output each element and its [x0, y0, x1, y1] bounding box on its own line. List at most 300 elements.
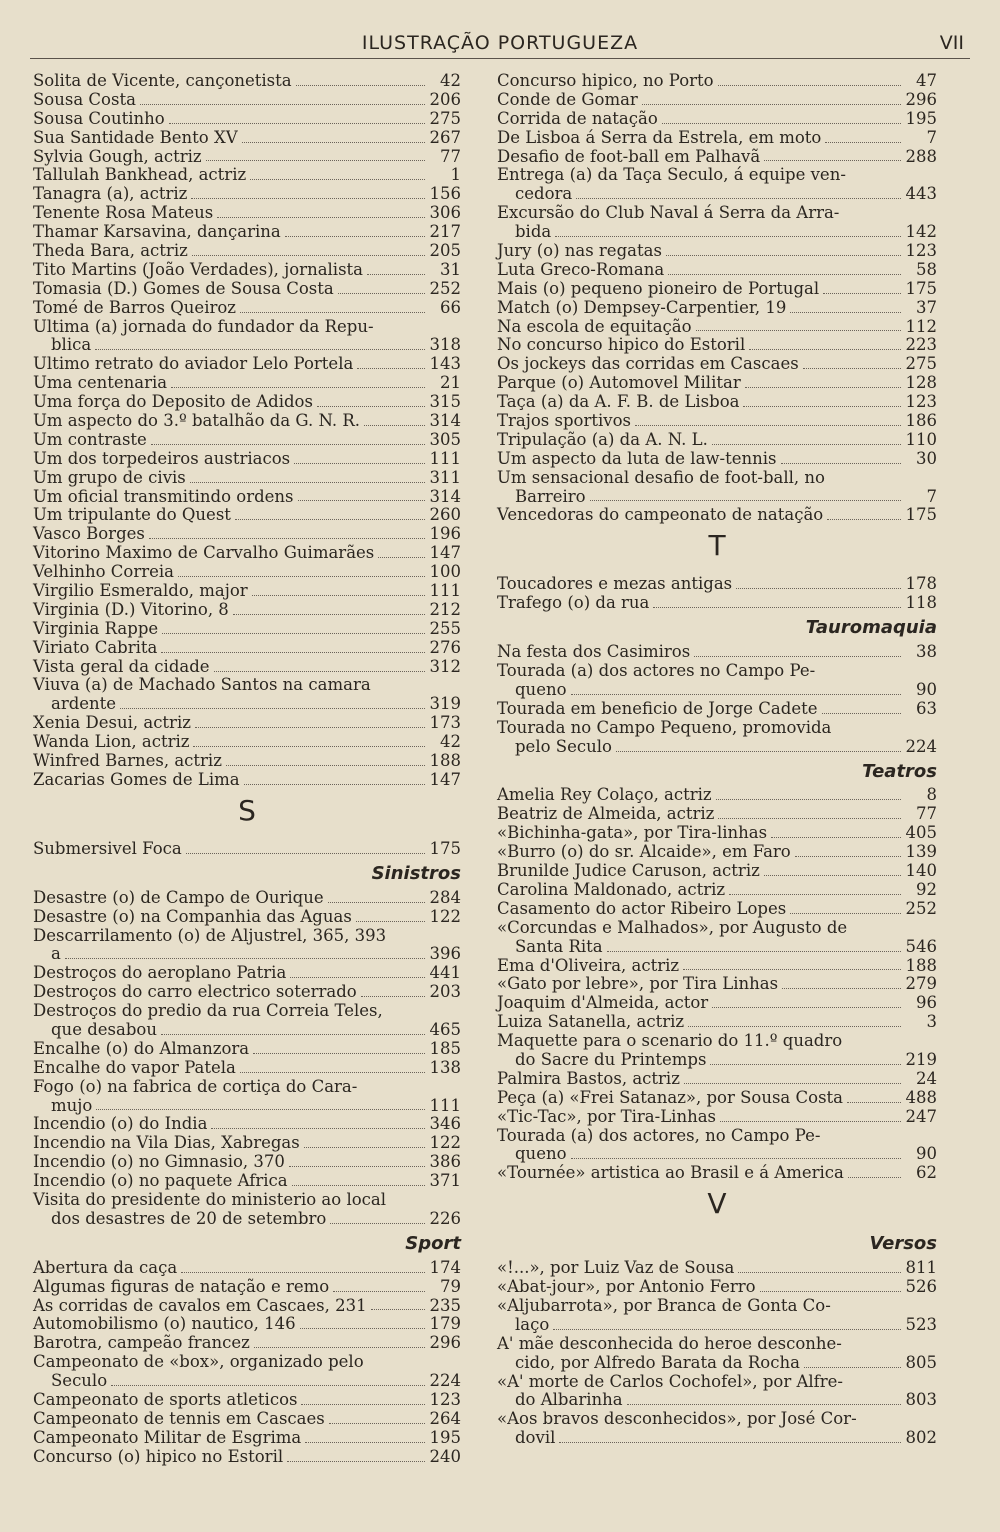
dot-leader: [317, 406, 425, 407]
index-entry: [33, 223, 461, 242]
index-entry: [497, 412, 937, 431]
index-entry: [497, 185, 937, 204]
entry-text: Thamar Karsavina, dançarina: [33, 222, 281, 242]
index-entry: [33, 299, 461, 318]
entry-text: que desabou: [51, 1019, 157, 1039]
entry-page: 31: [440, 259, 461, 279]
entry-text: do Albarinha: [515, 1390, 623, 1410]
entry-page: 217: [429, 222, 461, 242]
entry-page: 8: [926, 785, 937, 805]
index-entry: [497, 110, 937, 129]
index-entry: [497, 355, 937, 374]
index-entry: [33, 261, 461, 280]
index-entry: [33, 733, 461, 752]
entry-page: 79: [440, 1276, 461, 1296]
entry-text: Virgilio Esmeraldo, major: [33, 581, 248, 601]
index-entry: [33, 1002, 461, 1021]
entry-page: 296: [429, 1333, 461, 1353]
entry-text: Trafego (o) da rua: [497, 593, 650, 613]
entry-page: 226: [429, 1208, 461, 1228]
entry-page: 235: [429, 1295, 461, 1315]
index-entry: [497, 1316, 937, 1335]
dot-leader: [571, 1158, 901, 1159]
index-entry: [33, 1297, 461, 1316]
entry-page: 77: [916, 804, 937, 824]
entry-text: Joaquim d'Almeida, actor: [497, 993, 709, 1013]
entry-text: Santa Rita: [515, 936, 603, 956]
entry-text: Beatriz de Almeida, actriz: [497, 804, 715, 824]
index-entry: [33, 1259, 461, 1278]
index-entry: [497, 1032, 937, 1051]
entry-text: «Burro (o) do sr. Alcaide», em Faro: [497, 842, 791, 862]
entry-page: 275: [905, 354, 937, 374]
entry-page: 305: [429, 429, 461, 449]
index-entry: [33, 1115, 461, 1134]
dot-leader: [193, 746, 425, 747]
entry-page: 178: [905, 574, 937, 594]
entry-page: 206: [429, 89, 461, 109]
dot-leader: [378, 557, 425, 558]
entry-page: 465: [429, 1019, 461, 1039]
entry-page: 122: [429, 906, 461, 926]
dot-leader: [764, 160, 901, 161]
entry-page: 47: [916, 70, 937, 90]
index-entry: [33, 336, 461, 355]
entry-page: 3: [926, 1012, 937, 1032]
dot-leader: [716, 799, 901, 800]
entry-text: Vitorino Maximo de Carvalho Guimarães: [33, 543, 375, 563]
entry-text: «A' morte de Carlos Cochofel», por Alfre-: [497, 1371, 843, 1391]
entry-page: 118: [905, 593, 937, 613]
dot-leader: [590, 500, 901, 501]
entry-text: Um oficial transmitindo ordens: [33, 486, 294, 506]
index-entry: [497, 1164, 937, 1183]
entry-text: Carolina Maldonado, actriz: [497, 879, 726, 899]
dot-leader: [364, 425, 425, 426]
entry-page: 111: [429, 448, 461, 468]
index-entry: [33, 983, 461, 1002]
entry-page: 37: [916, 297, 937, 317]
index-entry: [497, 431, 937, 450]
entry-page: 111: [429, 581, 461, 601]
index-entry: [33, 1210, 461, 1229]
index-entry: [33, 1153, 461, 1172]
dot-leader: [162, 633, 425, 634]
index-entry: [33, 1040, 461, 1059]
index-entry: [33, 1334, 461, 1353]
entry-page: 62: [916, 1163, 937, 1183]
entry-text: Um aspecto da luta de law-tennis: [497, 448, 777, 468]
index-entry: [33, 129, 461, 148]
entry-text: blica: [51, 335, 92, 355]
section-heading: Versos: [869, 1233, 937, 1255]
entry-text: Automobilismo (o) nautico, 146: [33, 1314, 296, 1334]
dot-leader: [333, 1291, 425, 1292]
entry-text: Vasco Borges: [33, 524, 145, 544]
entry-page: 223: [905, 335, 937, 355]
entry-text: Campeonato de tennis em Cascaes: [33, 1408, 325, 1428]
entry-page: 111: [429, 1095, 461, 1115]
entry-text: Sua Santidade Bento XV: [33, 127, 238, 147]
dot-leader: [745, 387, 901, 388]
entry-text: Amelia Rey Colaço, actriz: [497, 785, 712, 805]
entry-text: Abertura da caça: [33, 1257, 178, 1277]
dot-leader: [161, 1034, 425, 1035]
dot-leader: [65, 958, 425, 959]
entry-page: 123: [905, 241, 937, 260]
entry-text: laço: [515, 1314, 550, 1334]
index-entry: [33, 1191, 461, 1210]
dot-leader: [635, 425, 901, 426]
index-entry: [33, 72, 461, 91]
index-entry: [33, 469, 461, 488]
entry-page: 92: [916, 879, 937, 899]
index-entry: [497, 805, 937, 824]
entry-text: Na festa dos Casimiros: [497, 642, 691, 662]
index-entry: [33, 1172, 461, 1191]
entry-page: 112: [905, 316, 937, 336]
entry-page: 318: [429, 335, 461, 355]
index-entry: [497, 1089, 937, 1108]
entry-text: Uma força do Deposito de Adidos: [33, 392, 313, 412]
entry-page: 212: [429, 599, 461, 619]
entry-text: Xenia Desui, actriz: [33, 713, 191, 733]
entry-text: Concurso (o) hipico no Estoril: [33, 1446, 284, 1466]
entry-text: Um dos torpedeiros austriacos: [33, 448, 291, 468]
entry-page: 179: [429, 1314, 461, 1334]
entry-text: Submersivel Foca: [33, 838, 182, 858]
entry-text: Luta Greco-Romana: [497, 259, 665, 279]
dot-leader: [206, 160, 425, 161]
dot-leader: [696, 330, 901, 331]
index-entry: [497, 374, 937, 393]
entry-page: 138: [429, 1057, 461, 1077]
dot-leader: [304, 1147, 425, 1148]
dot-leader: [250, 179, 425, 180]
index-entry: [33, 908, 461, 927]
dot-leader: [298, 500, 425, 501]
entry-page: 405: [905, 823, 937, 843]
page-header: [30, 30, 970, 59]
entry-text: Taça (a) da A. F. B. de Lisboa: [497, 392, 740, 412]
section-heading: Tauromaquia: [805, 617, 937, 639]
entry-page: 276: [429, 637, 461, 657]
dot-leader: [847, 1102, 901, 1103]
entry-text: do Sacre du Printemps: [515, 1049, 707, 1069]
entry-text: Maquette para o scenario do 11.º quadro: [497, 1031, 843, 1051]
entry-text: Brunilde Judice Caruson, actriz: [497, 861, 760, 881]
entry-text: Sousa Costa: [33, 89, 136, 109]
entry-page: 24: [916, 1068, 937, 1088]
entry-text: Tomé de Barros Queiroz: [33, 297, 236, 317]
entry-text: Luiza Satanella, actriz: [497, 1012, 685, 1032]
index-entry: [497, 643, 937, 662]
dot-leader: [712, 1007, 901, 1008]
entry-page: 224: [905, 736, 937, 756]
entry-text: queno: [515, 1144, 567, 1164]
index-entry: [497, 204, 937, 223]
index-entry: [33, 204, 461, 223]
index-entry: [33, 318, 461, 337]
entry-text: bida: [515, 222, 552, 242]
dot-leader: [823, 293, 901, 294]
index-entry: [33, 771, 461, 790]
entry-text: Conde de Gomar: [497, 89, 638, 109]
index-entry: [497, 1051, 937, 1070]
dot-leader: [781, 463, 901, 464]
entry-text: Os jockeys das corridas em Cascaes: [497, 354, 799, 374]
index-column-right: [497, 72, 937, 1448]
index-entry: [33, 658, 461, 677]
index-entry: [33, 1391, 461, 1410]
entry-page: 224: [429, 1371, 461, 1391]
index-entry: [33, 374, 461, 393]
index-entry: [497, 129, 937, 148]
dot-leader: [804, 1367, 901, 1368]
dot-leader: [743, 406, 901, 407]
entry-text: Palmira Bastos, actriz: [497, 1068, 680, 1088]
index-entry: [497, 506, 937, 525]
entry-page: 196: [429, 524, 461, 544]
section-letter: V: [707, 1187, 727, 1221]
entry-page: 147: [429, 543, 461, 563]
index-entry: [497, 166, 937, 185]
index-entry: [33, 1353, 461, 1372]
entry-text: Virginia Rappe: [33, 618, 159, 638]
dot-leader: [294, 463, 425, 464]
index-entry: [33, 450, 461, 469]
entry-text: dos desastres de 20 de setembro: [51, 1208, 327, 1228]
index-entry: [33, 91, 461, 110]
index-entry: [33, 1410, 461, 1429]
dot-leader: [688, 1026, 901, 1027]
index-entry: [497, 280, 937, 299]
dot-leader: [235, 519, 425, 520]
entry-text: «Tic-Tac», por Tira-Linhas: [497, 1106, 716, 1126]
entry-page: 386: [429, 1152, 461, 1172]
entry-text: A' mãe desconhecida do heroe desconhe-: [497, 1333, 842, 1353]
index-entry: [497, 1373, 937, 1392]
entry-text: Ultima (a) jornada do fundador da Repu-: [33, 316, 374, 336]
dot-leader: [254, 1347, 425, 1348]
index-column-left: [33, 72, 461, 1467]
dot-leader: [720, 1121, 901, 1122]
dot-leader: [771, 837, 901, 838]
entry-page: 195: [429, 1427, 461, 1447]
entry-page: 21: [440, 373, 461, 393]
dot-leader: [292, 1185, 425, 1186]
dot-leader: [356, 921, 425, 922]
section-heading: Sport: [405, 1232, 461, 1254]
index-entry: [33, 1372, 461, 1391]
entry-page: 264: [429, 1408, 461, 1428]
entry-text: Trajos sportivos: [497, 411, 631, 431]
dot-leader: [211, 1128, 425, 1129]
index-entry: [497, 148, 937, 167]
entry-page: 1: [450, 165, 461, 185]
index-entry: [497, 938, 937, 957]
entry-page: 186: [905, 411, 937, 431]
index-entry: [497, 700, 937, 719]
index-entry: [497, 738, 937, 757]
entry-page: 546: [905, 936, 937, 956]
dot-leader: [653, 607, 901, 608]
entry-page: 488: [905, 1087, 937, 1107]
publication-title: ILUSTRAÇÃO PORTUGUEZA: [361, 32, 639, 54]
entry-page: 803: [905, 1390, 937, 1410]
entry-text: Tourada (a) dos actores no Campo Pe-: [497, 661, 816, 681]
entry-page: 315: [429, 392, 461, 412]
entry-text: Barotra, campeão francez: [33, 1333, 250, 1353]
index-entry: [497, 575, 937, 594]
entry-text: Um grupo de civis: [33, 467, 186, 487]
entry-page: 90: [916, 1144, 937, 1164]
entry-text: Incendio (o) no paquete Africa: [33, 1171, 288, 1191]
entry-page: 805: [905, 1352, 937, 1372]
entry-text: cedora: [515, 184, 573, 204]
index-entry: [497, 994, 937, 1013]
dot-leader: [553, 1329, 901, 1330]
index-entry: [497, 450, 937, 469]
entry-text: Tanagra (a), actriz: [33, 184, 188, 204]
dot-leader: [171, 387, 425, 388]
entry-page: 306: [429, 203, 461, 223]
entry-page: 260: [429, 505, 461, 525]
dot-leader: [330, 1223, 425, 1224]
index-entry: [497, 1410, 937, 1429]
dot-leader: [710, 1064, 901, 1065]
entry-page: 175: [905, 278, 937, 298]
index-entry: [33, 166, 461, 185]
dot-leader: [825, 142, 901, 143]
dot-leader: [305, 1442, 425, 1443]
index-entry: [497, 900, 937, 919]
entry-text: cido, por Alfredo Barata da Rocha: [515, 1352, 800, 1372]
dot-leader: [684, 1083, 901, 1084]
index-entry: [33, 1429, 461, 1448]
entry-text: «Aos bravos desconhecidos», por José Cor-: [497, 1409, 857, 1429]
entry-text: Velhinho Correia: [33, 562, 174, 582]
entry-text: dovil: [515, 1428, 556, 1448]
index-entry: [497, 1259, 937, 1278]
index-entry: [33, 110, 461, 129]
entry-text: Destroços do predio da rua Correia Teles,: [33, 1001, 383, 1021]
index-entry: [497, 787, 937, 806]
entry-page: 174: [429, 1257, 461, 1277]
entry-page: 523: [905, 1314, 937, 1334]
entry-text: Encalhe do vapor Patela: [33, 1057, 236, 1077]
dot-leader: [749, 349, 901, 350]
dot-leader: [559, 1442, 901, 1443]
index-entry: [33, 1134, 461, 1153]
dot-leader: [149, 538, 425, 539]
dot-leader: [764, 875, 901, 876]
entry-text: Campeonato de «box», organizado pelo: [33, 1352, 364, 1372]
entry-page: 175: [429, 838, 461, 858]
entry-page: 90: [916, 679, 937, 699]
entry-page: 312: [429, 656, 461, 676]
entry-text: Zacarias Gomes de Lima: [33, 769, 240, 789]
dot-leader: [190, 482, 425, 483]
dot-leader: [718, 818, 901, 819]
dot-leader: [285, 236, 425, 237]
entry-text: Encalhe (o) do Almanzora: [33, 1038, 250, 1058]
entry-text: Entrega (a) da Taça Seculo, á equipe ven-: [497, 165, 846, 185]
index-entry: [497, 862, 937, 881]
entry-text: Wanda Lion, actriz: [33, 732, 190, 752]
entry-page: 30: [916, 448, 937, 468]
index-entry: [33, 582, 461, 601]
entry-text: Desastre (o) de Campo de Ourique: [33, 887, 324, 907]
index-entry: [33, 544, 461, 563]
entry-text: Incendio (o) no Gimnasio, 370: [33, 1152, 285, 1172]
dot-leader: [848, 1177, 901, 1178]
dot-leader: [668, 274, 901, 275]
entry-text: Visita do presidente do ministerio ao local: [33, 1189, 387, 1209]
index-entry: [33, 945, 461, 964]
entry-page: 42: [440, 732, 461, 752]
index-entry: [33, 639, 461, 658]
entry-page: 77: [440, 146, 461, 166]
entry-page: 175: [905, 505, 937, 525]
entry-text: Ultimo retrato do aviador Lelo Portela: [33, 354, 354, 374]
dot-leader: [289, 1166, 425, 1167]
index-entry: [497, 242, 937, 261]
dot-leader: [253, 1053, 425, 1054]
entry-page: 7: [926, 486, 937, 506]
entry-page: 255: [429, 618, 461, 638]
index-entry: [33, 1021, 461, 1040]
entry-page: 188: [429, 751, 461, 771]
index-entry: [33, 840, 461, 859]
index-entry: [497, 1391, 937, 1410]
dot-leader: [666, 255, 901, 256]
index-entry: [33, 563, 461, 582]
entry-text: mujo: [51, 1095, 93, 1115]
entry-text: Destroços do aeroplano Patria: [33, 963, 287, 983]
index-entry: [33, 677, 461, 696]
entry-text: Descarrilamento (o) de Aljustrel, 365, 393: [33, 925, 387, 945]
entry-text: Vencedoras do campeonato de natação: [497, 505, 824, 525]
index-entry: [497, 824, 937, 843]
entry-text: Um tripulante do Quest: [33, 505, 231, 525]
entry-text: Barreiro: [515, 486, 586, 506]
index-entry: [497, 1429, 937, 1448]
dot-leader: [790, 913, 901, 914]
entry-text: Solita de Vicente, cançonetista: [33, 70, 292, 90]
entry-text: Tourada em beneficio de Jorge Cadete: [497, 698, 818, 718]
entry-page: 288: [905, 146, 937, 166]
entry-text: Tripulação (a) da A. N. L.: [497, 429, 708, 449]
entry-page: 526: [905, 1277, 937, 1297]
index-entry: [33, 1448, 461, 1467]
index-entry: [33, 412, 461, 431]
index-entry: [497, 1108, 937, 1127]
entry-text: pelo Seculo: [515, 736, 612, 756]
entry-text: «Abat-jour», por Antonio Ferro: [497, 1277, 756, 1297]
section-letter: S: [238, 793, 256, 827]
entry-text: Destroços do carro electrico soterrado: [33, 982, 357, 1002]
dot-leader: [181, 1272, 425, 1273]
entry-page: 188: [905, 955, 937, 975]
entry-text: Uma centenaria: [33, 373, 168, 393]
entry-text: a: [51, 944, 61, 964]
entry-page: 58: [916, 259, 937, 279]
entry-text: Tourada (a) dos actores, no Campo Pe-: [497, 1125, 821, 1145]
entry-text: No concurso hipico do Estoril: [497, 335, 746, 355]
entry-page: 123: [905, 392, 937, 412]
entry-page: 802: [905, 1428, 937, 1448]
